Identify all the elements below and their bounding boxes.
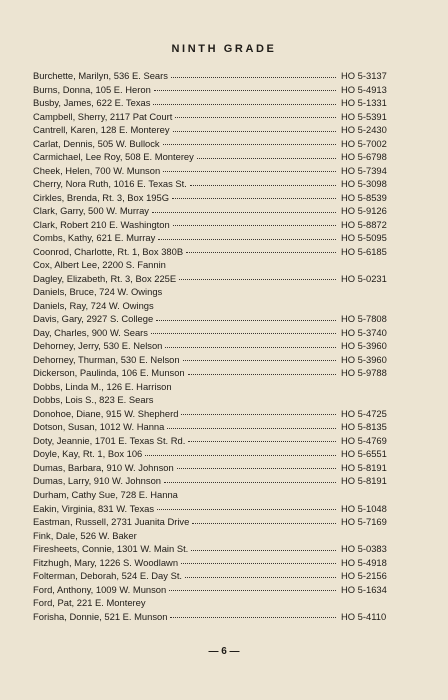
student-name-address: Coonrod, Charlotte, Rt. 1, Box 380B — [33, 245, 184, 257]
phone-number: HO 5-5095 — [341, 232, 387, 244]
list-item — [33, 529, 403, 543]
student-name-address: Campbell, Sherry, 2117 Pat Court — [33, 110, 173, 122]
entry-line — [33, 353, 403, 367]
entry-line — [33, 569, 403, 583]
list-item — [33, 231, 403, 245]
student-name-address: Carlat, Dennis, 505 W. Bullock — [33, 137, 160, 149]
student-name-address: Firesheets, Connie, 1301 W. Main St. — [33, 543, 189, 555]
list-item — [33, 177, 403, 191]
entry-line — [33, 218, 403, 232]
student-name-address: Daniels, Ray, 724 W. Owings — [33, 299, 154, 311]
student-name-address: Ford, Pat, 221 E. Monterey — [33, 597, 146, 609]
entry-line — [33, 285, 403, 299]
entry-line — [33, 515, 403, 529]
list-item — [33, 556, 403, 570]
student-name-address: Daniels, Bruce, 724 W. Owings — [33, 286, 163, 298]
list-item — [33, 474, 403, 488]
list-item — [33, 191, 403, 205]
entry-line — [33, 137, 403, 151]
student-name-address: Doty, Jeannie, 1701 E. Texas St. Rd. — [33, 434, 186, 446]
entry-line — [33, 447, 403, 461]
list-item — [33, 366, 403, 380]
dot-leader — [165, 347, 336, 348]
phone-number: HO 5-8135 — [341, 421, 387, 433]
student-name-address: Burchette, Marilyn, 536 E. Sears — [33, 70, 168, 81]
dot-leader — [152, 212, 336, 213]
phone-number: HO 5-6551 — [341, 448, 387, 460]
phone-number: HO 5-4769 — [341, 434, 387, 446]
dot-leader — [151, 333, 336, 334]
list-item — [33, 272, 403, 286]
student-name-address: Clark, Garry, 500 W. Murray — [33, 205, 149, 217]
entry-line — [33, 380, 403, 394]
list-item — [33, 488, 403, 502]
phone-number: HO 5-6185 — [341, 245, 387, 257]
list-item — [33, 245, 403, 259]
list-item — [33, 583, 403, 597]
phone-number: HO 5-9126 — [341, 205, 387, 217]
phone-number: HO 5-8191 — [341, 461, 387, 473]
entry-line — [33, 150, 403, 164]
entry-line — [33, 488, 403, 502]
list-item — [33, 204, 403, 218]
dot-leader — [192, 523, 336, 524]
entry-line — [33, 407, 403, 421]
phone-number: HO 5-3098 — [341, 178, 387, 190]
dot-leader — [177, 468, 336, 469]
list-item — [33, 218, 403, 232]
student-name-address: Folterman, Deborah, 524 E. Day St. — [33, 570, 183, 582]
student-name-address: Cox, Albert Lee, 2200 S. Fannin — [33, 259, 166, 271]
list-item — [33, 447, 403, 461]
list-item — [33, 502, 403, 516]
dot-leader — [157, 509, 336, 510]
student-name-address: Dehorney, Jerry, 530 E. Nelson — [33, 340, 163, 352]
entry-line — [33, 339, 403, 353]
phone-number: HO 5-9788 — [341, 367, 387, 379]
list-item — [33, 83, 403, 97]
student-name-address: Doyle, Kay, Rt. 1, Box 106 — [33, 448, 143, 460]
dot-leader — [167, 428, 336, 429]
entry-line — [33, 610, 403, 624]
student-list — [33, 69, 403, 623]
phone-number: HO 5-5391 — [341, 110, 387, 122]
dot-leader — [156, 320, 336, 321]
entry-line — [33, 434, 403, 448]
dot-leader — [158, 239, 336, 240]
entry-line — [33, 393, 403, 407]
phone-number: HO 5-8539 — [341, 191, 387, 203]
list-item — [33, 326, 403, 340]
phone-number: HO 5-3960 — [341, 353, 387, 365]
student-name-address: Eastman, Russell, 2731 Juanita Drive — [33, 516, 190, 528]
dot-leader — [154, 90, 336, 91]
dot-leader — [163, 144, 336, 145]
dot-leader — [190, 185, 336, 186]
dot-leader — [170, 617, 336, 618]
dot-leader — [188, 374, 336, 375]
list-item — [33, 312, 403, 326]
entry-line — [33, 231, 403, 245]
entry-line — [33, 583, 403, 597]
dot-leader — [191, 550, 336, 551]
dot-leader — [175, 117, 336, 118]
phone-number: HO 5-7169 — [341, 516, 387, 528]
list-item — [33, 515, 403, 529]
dot-leader — [181, 414, 336, 415]
phone-number: HO 5-2430 — [341, 124, 387, 136]
phone-number: HO 5-7394 — [341, 164, 387, 176]
student-name-address: Davis, Gary, 2927 S. College — [33, 313, 154, 325]
entry-line — [33, 556, 403, 570]
student-name-address: Day, Charles, 900 W. Sears — [33, 326, 148, 338]
entry-line — [33, 529, 403, 543]
entry-line — [33, 164, 403, 178]
phone-number: HO 5-3137 — [341, 70, 387, 81]
entry-line — [33, 272, 403, 286]
phone-number: HO 5-4110 — [341, 610, 387, 622]
dot-leader — [181, 563, 336, 564]
phone-number: HO 5-4725 — [341, 407, 387, 419]
phone-number: HO 5-4913 — [341, 83, 387, 95]
phone-number: HO 5-8191 — [341, 475, 387, 487]
dot-leader — [145, 455, 336, 456]
list-item — [33, 110, 403, 124]
student-name-address: Carmichael, Lee Roy, 508 E. Monterey — [33, 151, 194, 163]
student-name-address: Busby, James, 622 E. Texas — [33, 97, 151, 109]
page-number: — 6 — — [208, 646, 240, 657]
student-name-address: Dotson, Susan, 1012 W. Hanna — [33, 421, 165, 433]
list-item — [33, 339, 403, 353]
student-name-address: Cantrell, Karen, 128 E. Monterey — [33, 124, 170, 136]
entry-line — [33, 542, 403, 556]
list-item — [33, 285, 403, 299]
list-item — [33, 123, 403, 137]
list-item — [33, 164, 403, 178]
dot-leader — [186, 252, 336, 253]
entry-line — [33, 204, 403, 218]
dot-leader — [173, 131, 336, 132]
student-name-address: Fink, Dale, 526 W. Baker — [33, 529, 137, 541]
list-item — [33, 596, 403, 610]
student-name-address: Cheek, Helen, 700 W. Munson — [33, 164, 161, 176]
phone-number: HO 5-1634 — [341, 583, 387, 595]
dot-leader — [164, 482, 336, 483]
entry-line — [33, 69, 403, 83]
list-item — [33, 407, 403, 421]
entry-line — [33, 461, 403, 475]
phone-number: HO 5-1048 — [341, 502, 387, 514]
list-item — [33, 150, 403, 164]
phone-number: HO 5-4918 — [341, 556, 387, 568]
entry-line — [33, 83, 403, 97]
phone-number: HO 5-3740 — [341, 326, 387, 338]
list-item — [33, 353, 403, 367]
list-item — [33, 461, 403, 475]
student-name-address: Donohoe, Diane, 915 W. Shepherd — [33, 407, 179, 419]
entry-line — [33, 326, 403, 340]
dot-leader — [183, 360, 336, 361]
phone-number: HO 5-3960 — [341, 340, 387, 352]
entry-line — [33, 110, 403, 124]
student-name-address: Dumas, Barbara, 910 W. Johnson — [33, 461, 174, 473]
list-item — [33, 137, 403, 151]
entry-line — [33, 258, 403, 272]
dot-leader — [153, 104, 336, 105]
entry-line — [33, 245, 403, 259]
dot-leader — [171, 77, 336, 78]
entry-line — [33, 96, 403, 110]
list-item — [33, 258, 403, 272]
dot-leader — [163, 171, 336, 172]
entry-line — [33, 366, 403, 380]
phone-number: HO 5-0383 — [341, 543, 387, 555]
entry-line — [33, 191, 403, 205]
list-item — [33, 96, 403, 110]
dot-leader — [179, 279, 336, 280]
student-name-address: Dehorney, Thurman, 530 E. Nelson — [33, 353, 180, 365]
student-name-address: Fitzhugh, Mary, 1226 S. Woodlawn — [33, 556, 179, 568]
student-name-address: Clark, Robert 210 E. Washington — [33, 218, 170, 230]
entry-line — [33, 502, 403, 516]
list-item — [33, 69, 403, 83]
student-name-address: Ford, Anthony, 1009 W. Munson — [33, 583, 167, 595]
student-name-address: Cherry, Nora Ruth, 1016 E. Texas St. — [33, 178, 187, 190]
entry-line — [33, 299, 403, 313]
entry-line — [33, 312, 403, 326]
entry-line — [33, 596, 403, 610]
phone-number: HO 5-2156 — [341, 570, 387, 582]
dot-leader — [169, 590, 336, 591]
student-name-address: Dobbs, Linda M., 126 E. Harrison — [33, 380, 172, 392]
list-item — [33, 569, 403, 583]
student-name-address: Dickerson, Paulinda, 106 E. Munson — [33, 367, 185, 379]
dot-leader — [172, 198, 336, 199]
student-name-address: Cirkles, Brenda, Rt. 3, Box 195G — [33, 191, 169, 203]
list-item — [33, 420, 403, 434]
list-item — [33, 610, 403, 624]
entry-line — [33, 420, 403, 434]
phone-number: HO 5-6798 — [341, 151, 387, 163]
phone-number: HO 5-1331 — [341, 97, 387, 109]
list-item — [33, 542, 403, 556]
dot-leader — [173, 225, 336, 226]
phone-number: HO 5-7002 — [341, 137, 387, 149]
list-item — [33, 393, 403, 407]
phone-number: HO 5-7808 — [341, 313, 387, 325]
dot-leader — [185, 577, 336, 578]
dot-leader — [197, 158, 336, 159]
student-name-address: Eakin, Virginia, 831 W. Texas — [33, 502, 155, 514]
entry-line — [33, 123, 403, 137]
student-name-address: Burns, Donna, 105 E. Heron — [33, 83, 151, 95]
student-name-address: Combs, Kathy, 621 E. Murray — [33, 232, 156, 244]
dot-leader — [188, 441, 336, 442]
page-title: NINTH GRADE — [171, 43, 277, 55]
phone-number: HO 5-0231 — [341, 272, 387, 284]
student-name-address: Durham, Cathy Sue, 728 E. Hanna — [33, 488, 178, 500]
list-item — [33, 434, 403, 448]
student-name-address: Dagley, Elizabeth, Rt. 3, Box 225E — [33, 272, 177, 284]
phone-number: HO 5-8872 — [341, 218, 387, 230]
list-item — [33, 299, 403, 313]
list-item — [33, 380, 403, 394]
student-name-address: Dobbs, Lois S., 823 E. Sears — [33, 394, 154, 406]
student-name-address: Forisha, Donnie, 521 E. Munson — [33, 610, 168, 622]
entry-line — [33, 177, 403, 191]
student-name-address: Dumas, Larry, 910 W. Johnson — [33, 475, 162, 487]
entry-line — [33, 474, 403, 488]
